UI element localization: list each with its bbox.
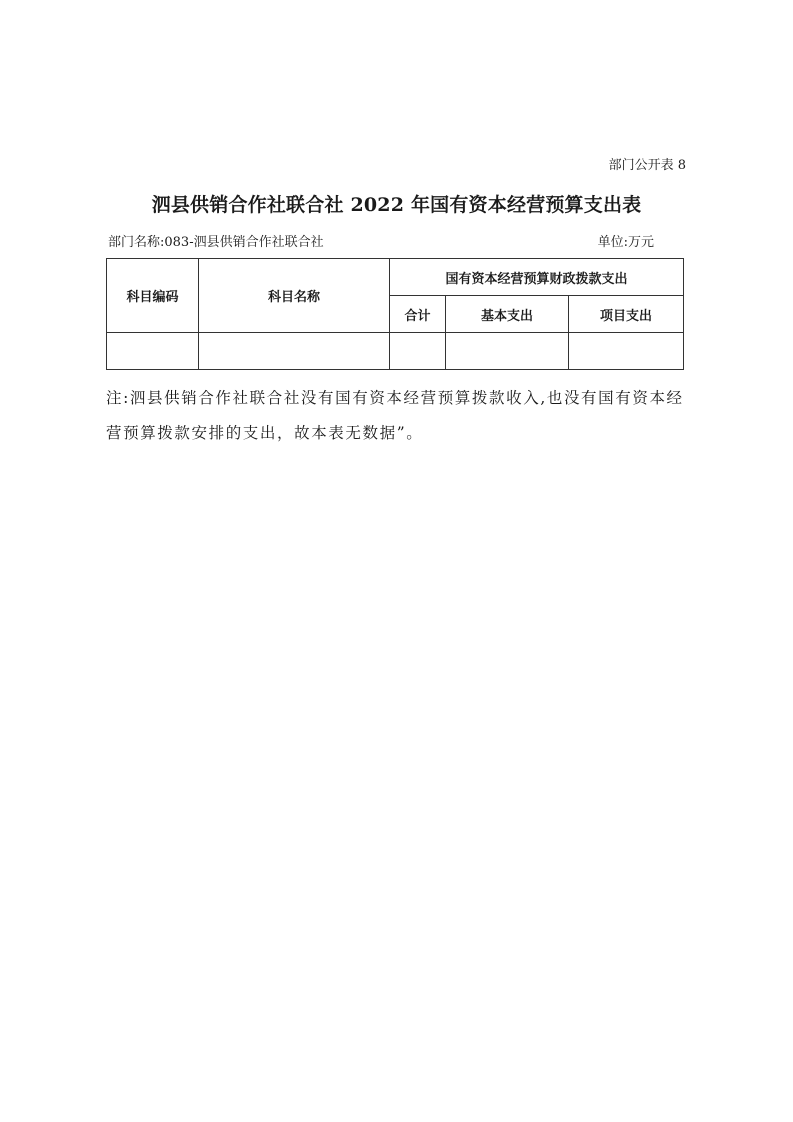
header-total: 合计 xyxy=(390,296,446,333)
table-row xyxy=(107,333,684,370)
cell-name xyxy=(199,333,390,370)
header-code: 科目编码 xyxy=(107,259,199,333)
budget-table xyxy=(106,258,684,370)
table-header-row xyxy=(107,259,684,296)
header-basic: 基本支出 xyxy=(446,296,569,333)
header-group: 国有资本经营预算财政拨款支出 xyxy=(390,259,684,296)
cell-project xyxy=(569,333,684,370)
unit-label: 单位:万元 xyxy=(597,235,654,250)
cell-basic xyxy=(446,333,569,370)
document-title: 泗县供销合作社联合社 2022 年国有资本经营预算支出表 xyxy=(151,194,642,216)
header-name: 科目名称 xyxy=(199,259,390,333)
page-label: 部门公开表 8 xyxy=(608,158,686,173)
department-name: 部门名称:083-泗县供销合作社联合社 xyxy=(108,235,324,250)
meta-row xyxy=(108,231,654,250)
header-project: 项目支出 xyxy=(569,296,684,333)
note-text: 注:泗县供销合作社联合社没有国有资本经营预算拨款收入,也没有国有资本经营预算拨款安排的支出，故本表无数据”。 xyxy=(106,389,684,442)
cell-total xyxy=(390,333,446,370)
cell-code xyxy=(107,333,199,370)
